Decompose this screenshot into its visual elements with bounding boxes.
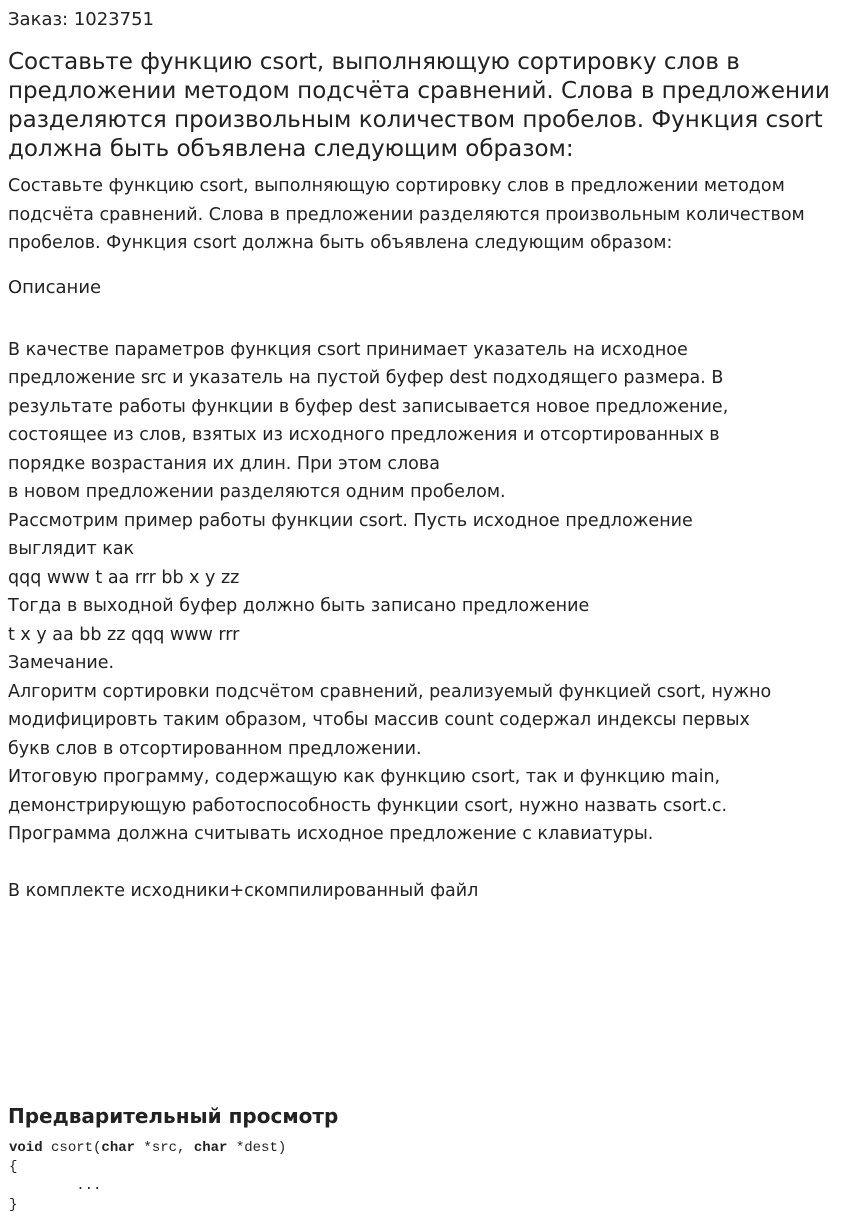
description-line: порядке возрастания их длин. При этом слова: [8, 453, 440, 474]
description-line: состоящее из слов, взятых из исходного предложения и отсортированных в: [8, 425, 720, 445]
description-line: в новом предложении разделяются одним пробелом.: [8, 482, 506, 502]
description-label: Описание: [8, 276, 102, 298]
code-close-brace: }: [9, 1197, 18, 1213]
description-line: Рассмотрим пример работы функции csort. Пусть исходное предложение: [8, 510, 693, 531]
preview-heading: Предварительный просмотр: [8, 1104, 339, 1128]
description-line: демонстрирующую работоспособность функции csort, нужно назвать csort.c.: [8, 795, 728, 816]
blank-line: [8, 849, 839, 878]
description-line: выглядит как: [8, 539, 135, 559]
code-text: *src,: [135, 1140, 194, 1156]
code-keyword: char: [101, 1140, 136, 1156]
example-input: qqq www t aa rrr bb x y zz: [8, 567, 240, 588]
description-line: букв слов в отсортированном предложении.: [8, 738, 422, 759]
description-line: Итоговую программу, содержащую как функцию csort, так и функцию main,: [8, 767, 721, 787]
description-line: Алгоритм сортировки подсчётом сравнений, реализуемый функцией csort, нужно: [8, 681, 772, 702]
description-line: предложение src и указатель на пустой буфер dest подходящего размера. В: [8, 368, 724, 388]
example-output: t x y aa bb zz qqq www rrr: [8, 624, 240, 645]
description-line: модифицировть таким образом, чтобы массив count содержал индексы первых: [8, 710, 750, 730]
description-line: В качестве параметров функция csort принимает указатель на исходное: [8, 339, 688, 360]
code-keyword: void: [9, 1140, 43, 1156]
code-preview: [9, 1139, 286, 1215]
task-summary: Составьте функцию csort, выполняющую сортировку слов в предложении методом подсчёта сравнений. Слова в предложении разделяются произвольным количеством пробелов. Функция csort должна быть объявлена следующим образом:: [8, 176, 805, 253]
code-text: csort(: [42, 1140, 102, 1156]
note-label: Замечание.: [8, 653, 115, 673]
package-note: В комплекте исходники+скомпилированный файл: [8, 881, 479, 901]
code-text: *dest): [227, 1140, 287, 1156]
description-line: Тогда в выходной буфер должно быть записано предложение: [8, 596, 590, 616]
task-title: Составьте функцию csort, выполняющую сортировку слов в предложении методом подсчёта сравнений. Слова в предложении разделяются произвольным количеством пробелов. Функция csort должна быть объявлена следующим образом:: [8, 49, 830, 162]
code-keyword: char: [193, 1140, 228, 1156]
code-body: ...: [9, 1178, 102, 1194]
description-body: [8, 336, 839, 906]
description-line: результате работы функции в буфер dest записывается новое предложение,: [8, 396, 729, 417]
code-open-brace: {: [9, 1159, 18, 1175]
document-page: [8, 8, 839, 906]
order-number: Заказ: 1023751: [8, 9, 154, 30]
description-line: Программа должна считывать исходное предложение с клавиатуры.: [8, 824, 654, 844]
